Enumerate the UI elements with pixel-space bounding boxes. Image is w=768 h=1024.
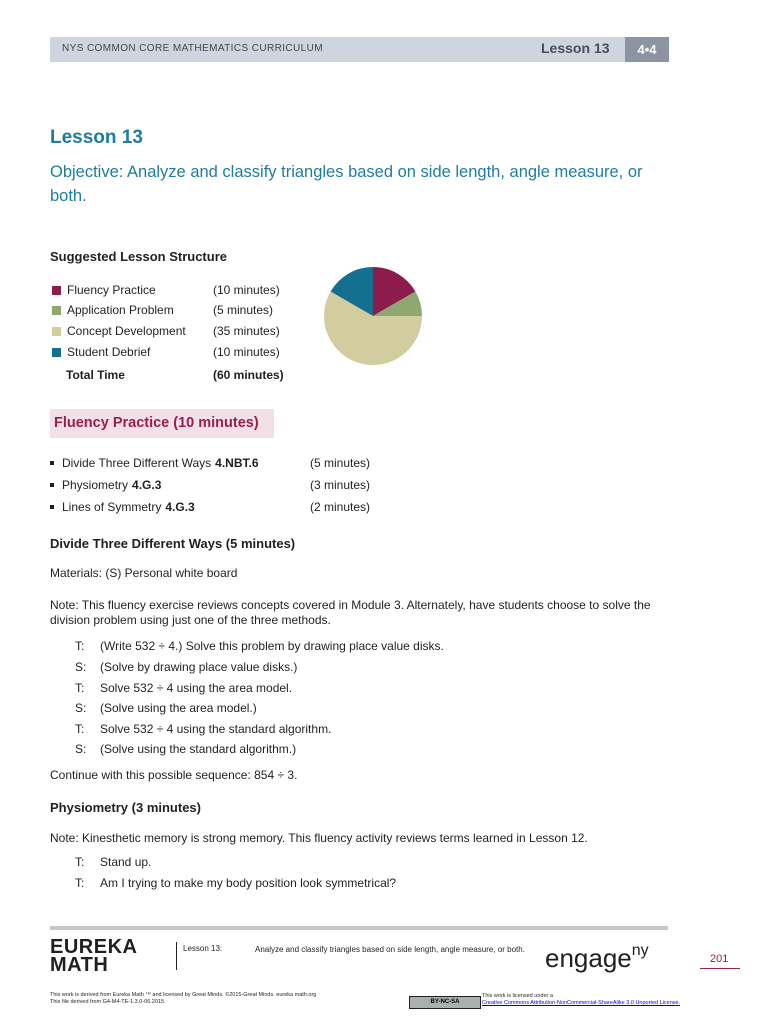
structure-item-time: (5 minutes) <box>213 303 274 317</box>
dialogue-text: Solve 532 ÷ 4 using the area model. <box>100 681 293 695</box>
footer-objective: Analyze and classify triangles based on side length, angle measure, or both. <box>255 945 525 954</box>
fluency-bullet-text: Lines of Symmetry <box>62 500 162 514</box>
lesson-structure-pie <box>320 263 426 369</box>
dialogue-text: (Write 532 ÷ 4.) Solve this problem by drawing place value disks. <box>100 639 444 653</box>
derived-line-2: This file derived from G4-M4-TE-1.3.0-06.2015 <box>50 999 165 1005</box>
physiometry-note: Note: Kinesthetic memory is strong memory. This fluency activity reviews terms learned in Lesson 12. <box>50 831 588 845</box>
structure-item <box>52 324 186 344</box>
module-badge: 4•4 <box>625 37 669 62</box>
fluency-bullet-standard: 4.G.3 <box>165 500 195 514</box>
fluency-bullet <box>50 456 259 470</box>
dialogue-speaker: T: <box>75 876 85 890</box>
structure-item-label: Fluency Practice <box>67 283 156 297</box>
dialogue-speaker: S: <box>75 742 87 756</box>
structure-item-label: Student Debrief <box>67 345 151 359</box>
bullet-icon <box>50 461 54 465</box>
physiometry-heading: Physiometry (3 minutes) <box>50 800 201 815</box>
legend-swatch <box>52 327 61 336</box>
dialogue-text: (Solve using the area model.) <box>100 701 257 715</box>
license-notice <box>482 993 680 1007</box>
structure-item <box>52 283 156 303</box>
dialogue-speaker: S: <box>75 701 87 715</box>
structure-item-time: (35 minutes) <box>213 324 280 338</box>
engageny-logo <box>545 942 649 974</box>
structure-item <box>52 345 150 365</box>
divide-note: Note: This fluency exercise reviews concepts covered in Module 3. Alternately, have students choose to solve the division problem using just one of the three methods. <box>50 598 651 627</box>
fluency-bullet-time: (2 minutes) <box>310 500 371 514</box>
total-time-value: (60 minutes) <box>213 368 284 382</box>
fluency-bullet-standard: 4.G.3 <box>132 478 162 492</box>
fluency-bullet-time: (5 minutes) <box>310 456 371 470</box>
structure-item-label: Concept Development <box>67 324 186 338</box>
footer-divider <box>176 942 177 970</box>
lesson-objective: Objective: Analyze and classify triangles based on side length, angle measure, or both. <box>50 163 643 205</box>
dialogue-text: Stand up. <box>100 855 152 869</box>
engage-text: engage <box>545 943 632 973</box>
fluency-bullet-standard: 4.NBT.6 <box>215 456 259 470</box>
legend-swatch <box>52 306 61 315</box>
dialogue-speaker: T: <box>75 681 85 695</box>
footer-rule <box>50 926 668 930</box>
legend-swatch <box>52 286 61 295</box>
dialogue-speaker: T: <box>75 855 85 869</box>
derived-line-1: This work is derived from Eureka Math ™ and licensed by Great Minds. ©2015-Great Minds. eureka math.org <box>50 992 317 998</box>
structure-item <box>52 303 174 323</box>
lesson-title: Lesson 13 <box>50 127 143 148</box>
dialogue-text: Am I trying to make my body position look symmetrical? <box>100 876 397 890</box>
fluency-bullet-text: Physiometry <box>62 478 129 492</box>
ny-text: ny <box>631 942 649 959</box>
fluency-practice-banner: Fluency Practice (10 minutes) <box>50 409 274 438</box>
fluency-bullet-text: Divide Three Different Ways <box>62 456 212 470</box>
legend-swatch <box>52 348 61 357</box>
structure-item-label: Application Problem <box>67 303 174 317</box>
fluency-bullet <box>50 478 161 492</box>
structure-heading: Suggested Lesson Structure <box>50 249 227 264</box>
eureka-math-logo <box>50 938 137 974</box>
logo-line-2: MATH <box>50 954 109 976</box>
dialogue-text: (Solve by drawing place value disks.) <box>100 660 298 674</box>
header-lesson: Lesson 13 <box>541 40 610 56</box>
divide-heading: Divide Three Different Ways (5 minutes) <box>50 536 296 551</box>
total-time-label: Total Time <box>66 368 125 382</box>
page-number-rule <box>700 968 740 969</box>
fluency-bullet <box>50 500 195 514</box>
dialogue-text: (Solve using the standard algorithm.) <box>100 742 297 756</box>
creative-commons-badge: BY-NC-SA <box>409 996 481 1009</box>
structure-item-time: (10 minutes) <box>213 345 280 359</box>
derived-notice <box>50 992 410 1006</box>
license-line-1: This work is licensed under a <box>482 993 553 999</box>
dialogue-speaker: S: <box>75 660 87 674</box>
continue-text: Continue with this possible sequence: 854 ÷ 3. <box>50 768 298 782</box>
dialogue-speaker: T: <box>75 722 85 736</box>
bullet-icon <box>50 483 54 487</box>
footer-lesson: Lesson 13: <box>183 944 223 953</box>
dialogue-speaker: T: <box>75 639 85 653</box>
structure-item-time: (10 minutes) <box>213 283 280 297</box>
bullet-icon <box>50 505 54 509</box>
license-link[interactable]: Creative Commons Attribution-NonCommercial-ShareAlike 3.0 Unported License. <box>482 1000 681 1006</box>
page-number: 201 <box>710 953 729 965</box>
dialogue-text: Solve 532 ÷ 4 using the standard algorithm. <box>100 722 332 736</box>
fluency-bullet-time: (3 minutes) <box>310 478 371 492</box>
curriculum-label: NYS COMMON CORE MATHEMATICS CURRICULUM <box>62 43 323 54</box>
materials-text: Materials: (S) Personal white board <box>50 566 238 580</box>
logo-line-1: EUREKA <box>50 936 138 958</box>
